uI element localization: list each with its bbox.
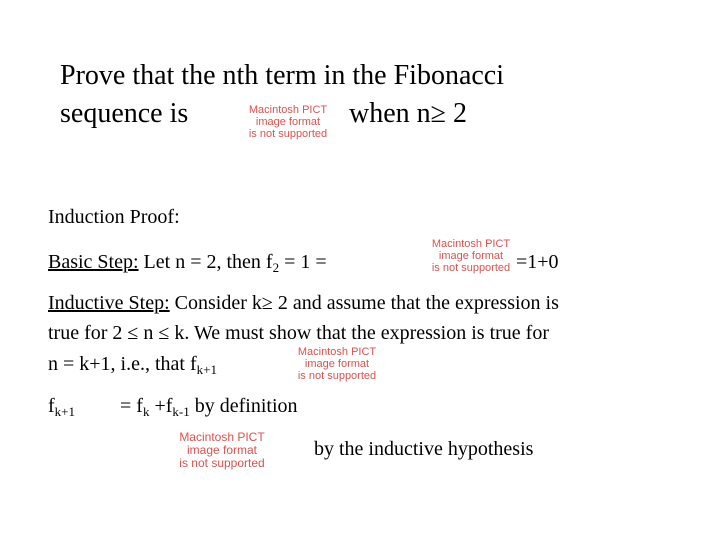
- inductive-step-line-1: [48, 291, 559, 315]
- pict-text-3: is not supported: [297, 370, 377, 382]
- step-1-lhs: [48, 394, 75, 418]
- basic-step-text-b: = 1 =: [279, 251, 327, 273]
- inductive-step-line-2: true for 2 ≤ n ≤ k. We must show that the expression is true for: [48, 322, 549, 344]
- induction-heading: Induction Proof:: [48, 206, 180, 228]
- inductive-step-label: Inductive Step:: [48, 292, 170, 314]
- pict-text-3: is not supported: [179, 456, 265, 470]
- pict-text-2: image format: [438, 250, 504, 262]
- inductive-step-line-3: [48, 352, 217, 376]
- pict-placeholder-image: [425, 238, 517, 274]
- pict-text-2: image format: [186, 443, 258, 457]
- pict-placeholder-image: [288, 346, 386, 382]
- step-2-text: by the inductive hypothesis: [314, 438, 534, 460]
- step-1-lhs-f: f: [48, 395, 55, 417]
- basic-step-tail: =1+0: [516, 251, 559, 273]
- step-1-rhs-c: by definition: [189, 395, 298, 417]
- pict-text-2: image format: [304, 358, 370, 370]
- title-line-2-end: when n≥ 2: [349, 98, 468, 129]
- basic-step-text-a: Let n = 2, then f: [138, 251, 273, 273]
- inductive-step-text-3: n = k+1, i.e., that f: [48, 353, 197, 375]
- basic-step-subscript: 2: [272, 260, 280, 275]
- inductive-step-subscript: k+1: [196, 362, 217, 377]
- pict-text-1: Macintosh PICT: [431, 238, 511, 250]
- step-1-rhs: [120, 394, 298, 418]
- step-1-rhs-subscript-1: k: [142, 404, 150, 419]
- inductive-step-text-1: Consider k≥ 2 and assume that the expression is: [169, 292, 559, 314]
- step-1-rhs-subscript-2: k-1: [172, 404, 190, 419]
- pict-text-1: Macintosh PICT: [297, 346, 377, 358]
- basic-step-label: Basic Step:: [48, 251, 139, 273]
- pict-text-1: Macintosh PICT: [179, 430, 265, 444]
- pict-text-1: Macintosh PICT: [248, 104, 328, 116]
- pict-placeholder-image: [154, 431, 290, 470]
- step-1-rhs-b: +f: [149, 395, 173, 417]
- pict-text-3: is not supported: [431, 262, 511, 274]
- title-line-1: Prove that the nth term in the Fibonacci: [60, 60, 505, 91]
- pict-text-2: image format: [255, 116, 321, 128]
- basic-step-line: [48, 250, 327, 274]
- title-line-2-start: sequence is: [60, 98, 189, 129]
- step-1-lhs-subscript: k+1: [54, 404, 76, 419]
- pict-text-3: is not supported: [248, 128, 328, 140]
- step-1-rhs-a: = f: [120, 395, 143, 417]
- pict-placeholder-image: [243, 104, 333, 140]
